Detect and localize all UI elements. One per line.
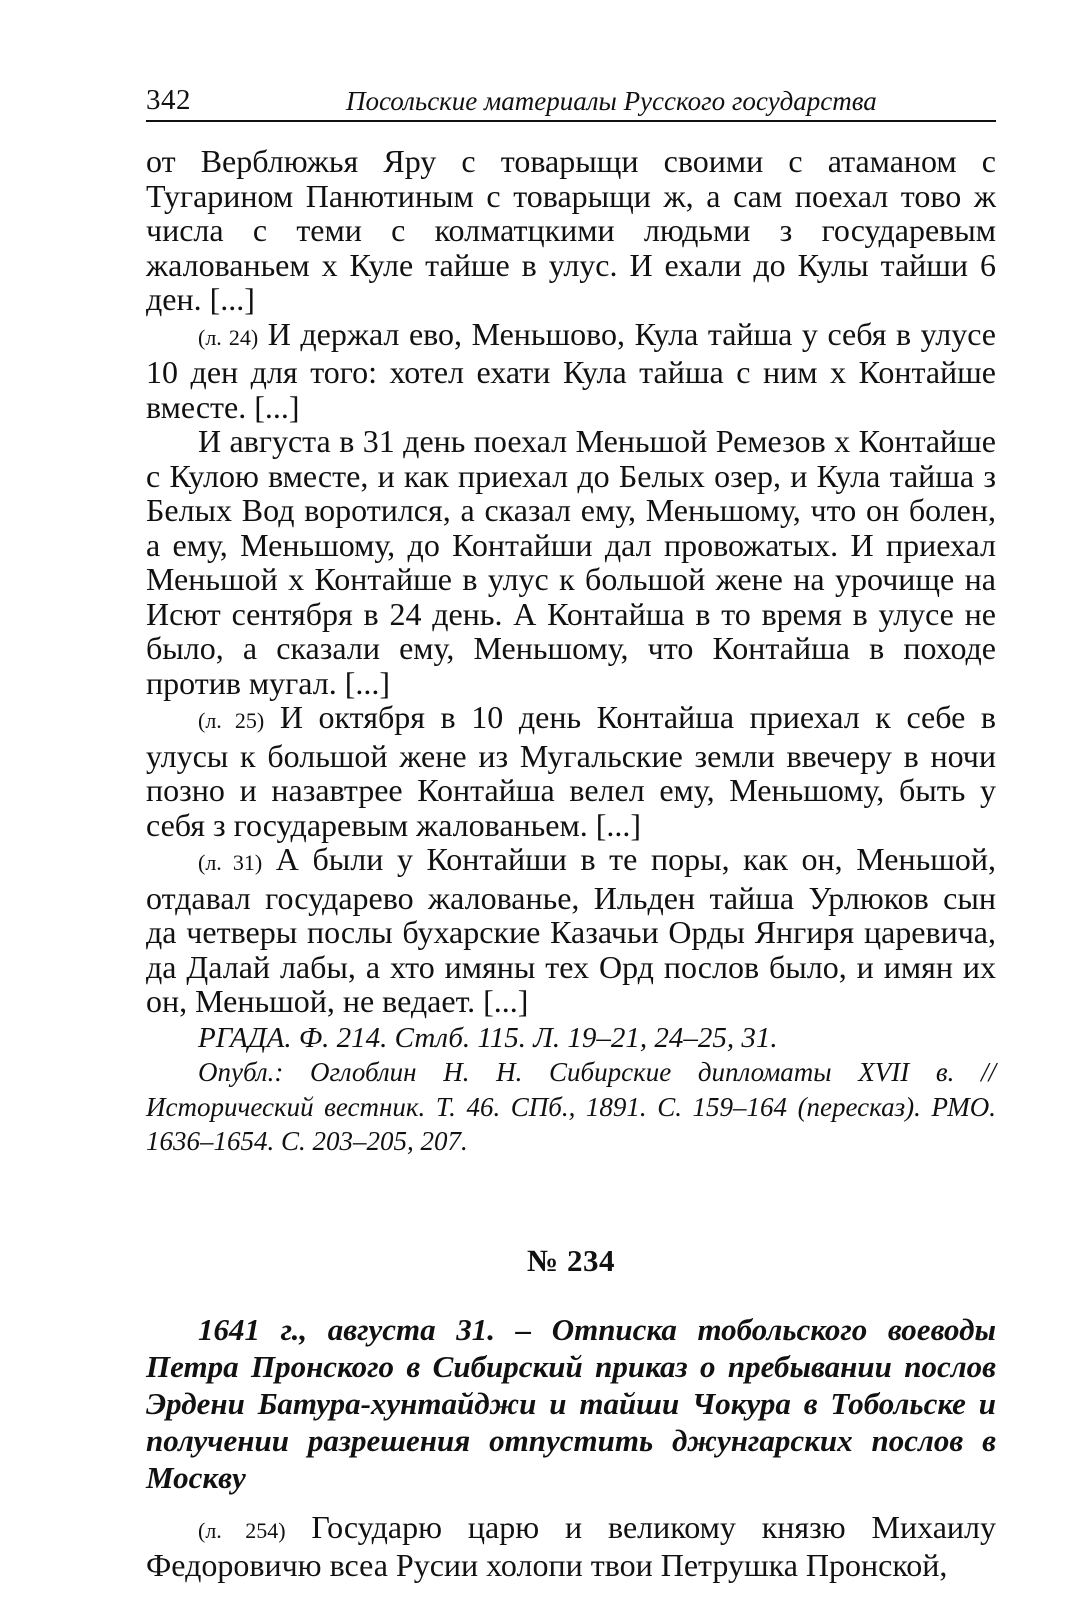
- paragraph-folio-25: [146, 700, 996, 842]
- paragraph-august-31: И августа в 31 день поехал Меньшой Ремезов х Контайше с Кулою вместе, и как приехал до Белых озер, и Кула тайша з Белых Вод воротился, а сказал ему, Меньшому, что он болен, а ему, Меньшому, до Контайши дал провожатых. И приехал Меньшой х Контайше в улус к большой жене на урочище на Исют сентября в 24 день. А Контайша в то время в улусе не было, а сказали ему, Меньшому, что Контайша в походе против мугал. [...]: [146, 423, 996, 701]
- paragraph-text: А были у Контайши в те поры, как он, Меньшой, отдавал государево жалованье, Ильден тайша Урлюков сын да четверы послы бухарские Казачьи Орды Янгиря царевича, да Далай лабы, а хто имяны тех Орд послов было, и имян их он, Меньшой, не ведает. [...]: [146, 841, 996, 1019]
- archive-reference: РГАДА. Ф. 214. Стлб. 115. Л. 19–21, 24–25, 31.: [198, 1021, 778, 1054]
- page-number: 342: [146, 84, 191, 116]
- paragraph-text: И держал ево, Меньшово, Кула тайша у себя в улусе 10 ден для того: хотел ехати Кула тайша с ним х Контайше вместе. [...]: [146, 315, 996, 425]
- folio-reference: (л. 31): [198, 850, 263, 875]
- paragraph-folio-31: [146, 842, 996, 1019]
- folio-reference: (л. 25): [198, 708, 265, 733]
- paragraph-folio-24: [146, 317, 996, 425]
- folio-reference: (л. 24): [198, 324, 259, 350]
- book-page: [146, 70, 996, 1583]
- publication-note: Опубл.: Оглоблин Н. Н. Сибирские дипломаты XVII в. // Исторический вестник. Т. 46. СПб., 1891. С. 159–164 (пересказ). РМО. 1636–1654. С. 203–205, 207.: [146, 1057, 996, 1156]
- folio-reference: (л. 254): [198, 1517, 286, 1543]
- document-body-text: Государю царю и великому князю Михаилу Федоровичю всеа Русии холопи твои Петрушка Пронской,: [146, 1508, 996, 1583]
- paragraph-continuation: от Верблюжья Яру с товарыщи своими с атаманом с Тугарином Панютиным с товарыщи ж, а сам поехал тово ж числа с теми с колматцкими людьми з государевым жалованьем х Куле тайше в улус. И ехали до Кулы тайши 6 ден. [...]: [146, 143, 996, 317]
- running-title: Посольские материалы Русского государства: [346, 86, 877, 116]
- document-number: № 234: [527, 1242, 615, 1278]
- running-header: [146, 70, 996, 122]
- paragraph-text: И октября в 10 день Контайша приехал к себе в улусы к большой жене из Мугальские земли ввечеру в ночи позно и назавтрее Контайша велел ему, Меньшому, быть у себя з государевым жалованьем. [...]: [146, 699, 996, 843]
- document-heading: 1641 г., августа 31. – Отписка тобольского воеводы Петра Пронского в Сибирский приказ о пребывании послов Эрдени Батура-хунтайджи и тайши Чокура в Тобольске и получении разрешения отпустить джунгарских послов в Москву: [146, 1311, 996, 1495]
- document-body: [146, 1510, 996, 1583]
